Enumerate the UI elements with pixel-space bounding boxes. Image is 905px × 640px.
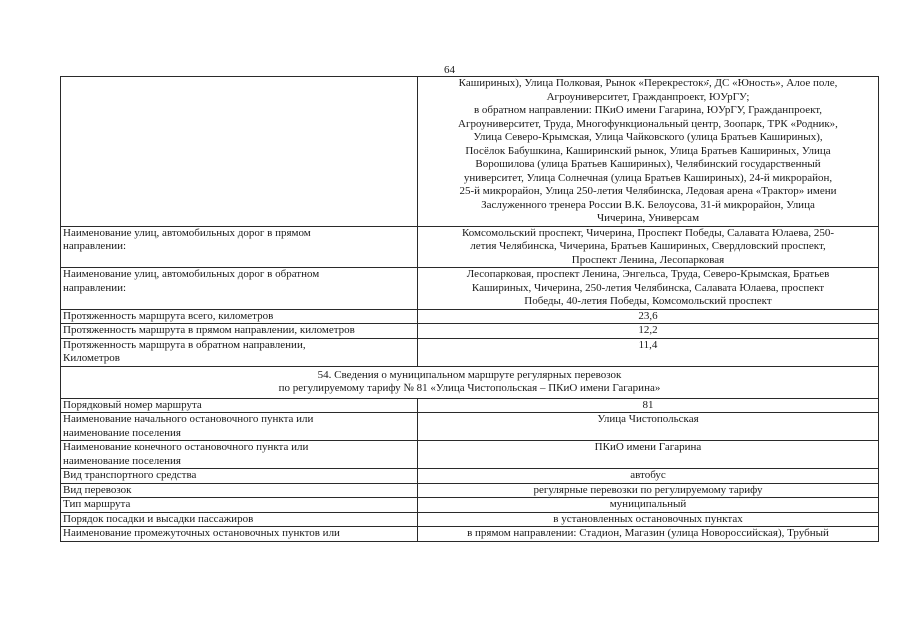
table-row — [61, 469, 879, 484]
value-line: Лесопарковая, проспект Ленина, Энгельса, Труда, Северо-Крымская, Братьев — [466, 268, 830, 280]
table-row — [61, 324, 879, 339]
table-row — [61, 512, 879, 527]
label-line: Наименование конечного остановочного пункта или — [63, 441, 309, 453]
table-cell-value — [418, 226, 879, 268]
table-cell-value — [418, 398, 879, 413]
title-line: 54. Сведения о муниципальном маршруте регулярных перевозок — [317, 368, 622, 381]
table-cell-value — [418, 469, 879, 484]
table-row — [61, 441, 879, 469]
label-line: Наименование улиц, автомобильных дорог в обратном — [63, 268, 320, 280]
label-line: наименование поселения — [63, 426, 181, 439]
label-line: Километров — [63, 352, 120, 364]
value-line: регулярные перевозки по регулируемому тарифу — [533, 483, 763, 496]
route-table — [60, 76, 879, 542]
label-line: направлении: — [63, 281, 127, 294]
table-cell-label — [61, 77, 418, 227]
text-line: университет, Улица Солнечная (улица Братьев Кашириных), 24-й микрорайон, — [463, 171, 833, 184]
table-cell-value — [418, 338, 879, 366]
table-row — [61, 483, 879, 498]
table-row — [61, 527, 879, 542]
text-line: Посёлок Бабушкина, Каширинский рынок, Улица Братьев Кашириных, Улица — [465, 144, 831, 157]
text-line: Заслуженного тренера России В.К. Белоусова, 31-й микрорайон, Улица — [481, 198, 815, 211]
value-line: летия Челябинска, Чичерина, Братьев Кашириных, Свердловский проспект, — [470, 240, 826, 252]
section-title-row — [61, 366, 879, 398]
table-cell-label — [61, 309, 418, 324]
table-cell-label — [61, 441, 418, 469]
label-line: Протяженность маршрута в обратном направлении, — [63, 338, 306, 351]
label-line: Наименование промежуточных остановочных пунктов или — [63, 527, 340, 539]
table-cell-value — [418, 441, 879, 469]
table-cell-label — [61, 398, 418, 413]
label-line: Вид перевозок — [63, 483, 132, 496]
table-cell-label — [61, 268, 418, 310]
value-line: 11,4 — [638, 338, 658, 351]
table-row — [61, 338, 879, 366]
text-line: в обратном направлении: ПКиО имени Гагарина, ЮУрГУ, Гражданпроект, — [473, 104, 823, 116]
table-row — [61, 498, 879, 513]
table-cell-label — [61, 469, 418, 484]
table-cell-label — [61, 498, 418, 513]
table-cell-label — [61, 413, 418, 441]
table-cell-label — [61, 483, 418, 498]
value-line: в установленных остановочных пунктах — [553, 512, 743, 525]
table-cell-value — [418, 324, 879, 339]
table-cell-label — [61, 512, 418, 527]
table-cell-value — [418, 512, 879, 527]
table-row — [61, 413, 879, 441]
label-line: наименование поселения — [63, 454, 181, 467]
value-line: Улица Чистопольская — [597, 413, 699, 425]
value-line: 23,6 — [638, 309, 658, 322]
table-cell-label — [61, 324, 418, 339]
table-row — [61, 398, 879, 413]
label-line: Протяженность маршрута в прямом направлении, километров — [63, 324, 355, 336]
value-line: Проспект Ленина, Лесопарковая — [571, 253, 725, 266]
route-table-body — [61, 77, 879, 542]
table-cell-value — [418, 498, 879, 513]
text-line: Агроуниверситет, Труда, Многофункциональный центр, Зоопарк, ТРК «Родник», — [458, 117, 838, 130]
label-line: Протяженность маршрута всего, километров — [63, 309, 274, 322]
text-line: Ворошилова (улица Братьев Кашириных), Челябинский государственный — [475, 158, 821, 170]
table-cell-label — [61, 226, 418, 268]
table-row — [61, 226, 879, 268]
text-line: Чичерина, Универсам — [596, 212, 700, 224]
value-line: 81 — [642, 398, 654, 411]
table-cell-value — [418, 268, 879, 310]
label-line: Вид транспортного средства — [63, 469, 197, 481]
table-row — [61, 77, 879, 227]
value-line: ПКиО имени Гагарина — [594, 441, 702, 453]
table-cell-label — [61, 527, 418, 542]
section-title — [61, 366, 879, 398]
table-cell-label — [61, 338, 418, 366]
label-line: Наименование начального остановочного пункта или — [63, 413, 314, 425]
table-cell-value — [418, 309, 879, 324]
value-line: автобус — [630, 469, 666, 481]
page-number: 64 — [444, 64, 455, 76]
text-line: Улица Северо-Крымская, Улица Чайковского (улица Братьев Кашириных), — [473, 131, 823, 143]
label-line: Тип маршрута — [63, 498, 131, 510]
table-cell-value — [418, 483, 879, 498]
table-row — [61, 268, 879, 310]
value-line: 12,2 — [638, 324, 658, 336]
value-line: Победы, 40-летия Победы, Комсомольский проспект — [524, 295, 772, 307]
table-cell-value — [418, 527, 879, 542]
title-line: по регулируемому тарифу № 81 «Улица Чистопольская – ПКиО имени Гагарина» — [278, 382, 661, 394]
table-cell-value — [418, 413, 879, 441]
text-line: 25-й микрорайон, Улица 250-летия Челябинска, Ледовая арена «Трактор» имени — [459, 185, 837, 197]
value-line: Комсомольский проспект, Чичерина, Проспект Победы, Салавата Юлаева, 250- — [461, 226, 835, 239]
text-line: Кашириных), Улица Полковая, Рынок «Перекресток», ДС «Юность», Алое поле, — [458, 77, 838, 89]
value-line: муниципальный — [609, 498, 687, 510]
table-row — [61, 309, 879, 324]
label-line: Порядковый номер маршрута — [63, 398, 202, 411]
intermediate-stops-continued — [418, 77, 879, 227]
value-line: Кашириных, Чичерина, 250-летия Челябинска, Салавата Юлаева, проспект — [471, 281, 825, 294]
text-line: Агроуниверситет, Гражданпроект, ЮУрГУ; — [546, 90, 750, 103]
label-line: Наименование улиц, автомобильных дорог в прямом — [63, 226, 311, 239]
label-line: Порядок посадки и высадки пассажиров — [63, 512, 254, 525]
value-line: в прямом направлении: Стадион, Магазин (улица Новороссийская), Трубный — [467, 527, 829, 539]
label-line: направлении: — [63, 240, 127, 252]
